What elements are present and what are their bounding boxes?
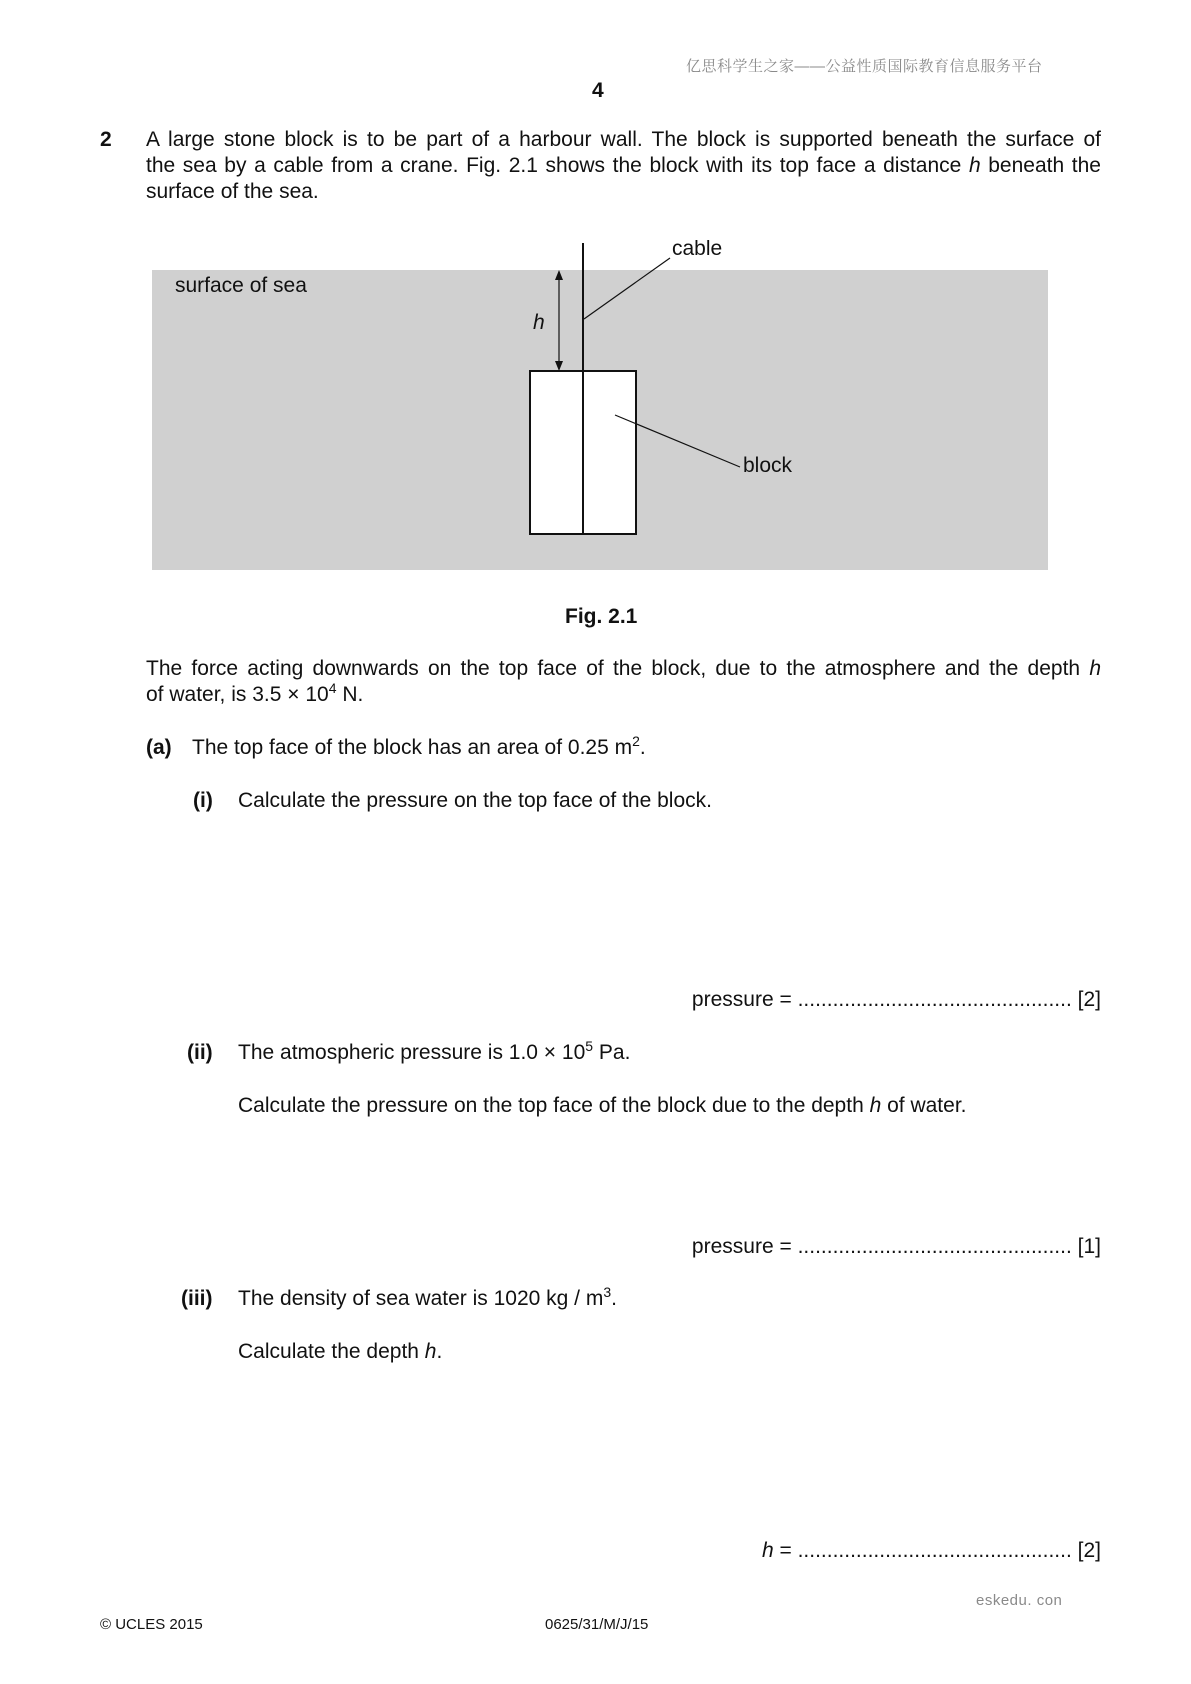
answer-line-i[interactable] [692,987,1101,1013]
figure-2-1 [150,240,1050,570]
answer-line-ii[interactable] [692,1234,1101,1260]
intro-text: beneath the [980,154,1101,177]
part-a-ii-exponent: 5 [585,1038,594,1054]
part-a-text [192,735,646,761]
answer-prefix: pressure = [691,1235,798,1258]
answer-dots[interactable]: ............................................... [797,988,1072,1011]
part-a-ii-h-symbol: h [869,1094,882,1117]
part-a-label: (a) [146,736,172,759]
part-a-iii-text2 [238,1339,442,1365]
footer-copyright: © UCLES 2015 [100,1616,203,1633]
question-intro [146,127,1101,205]
part-a-ii-text2 [238,1093,967,1119]
question-intro-line3: surface of the sea. [146,180,319,203]
marks: [2] [1077,988,1101,1011]
force-h-symbol: h [1089,657,1101,680]
intro-text: the sea by a cable from a crane. Fig. 2.1 shows the block with its top face a distance [146,154,969,177]
h-label: h [533,311,545,334]
question-intro-line2 [146,153,1101,179]
page-number: 4 [592,79,604,102]
part-a-text-main: The top face of the block has an area of 0.25 m [192,736,633,759]
force-statement [146,656,1101,708]
part-a-ii-text-end: of water. [881,1094,967,1117]
watermark-bottom: eskedu. con [976,1592,1063,1609]
answer-line-iii[interactable] [762,1538,1101,1564]
part-a-iii-text-main: Calculate the depth [238,1340,425,1363]
part-a-iii-h-symbol: h [424,1340,437,1363]
force-unit: N. [336,683,364,706]
footer-code: 0625/31/M/J/15 [545,1616,649,1633]
marks: [1] [1077,1235,1101,1258]
intro-h-symbol: h [968,154,981,177]
marks: [2] [1077,1539,1101,1562]
part-a-ii-text1 [238,1040,630,1066]
part-a-iii-text1 [238,1286,617,1312]
force-text: The force acting downwards on the top face of the block, due to the atmosphere and the depth [146,657,1090,680]
part-a-iii-label: (iii) [181,1287,213,1310]
part-a-iii-text-main: The density of sea water is 1020 kg / m [238,1287,604,1310]
force-exponent: 4 [328,680,337,696]
part-a-iii-text-end: . [611,1287,617,1310]
question-intro-line1: A large stone block is to be part of a harbour wall. The block is supported beneath the surface of [146,128,1101,151]
answer-dots[interactable]: ............................................... [797,1539,1072,1562]
part-a-iii-text-end: . [436,1340,443,1363]
part-a-ii-text-main: Calculate the pressure on the top face of the block due to the depth [238,1094,870,1117]
part-a-ii-unit: Pa. [593,1041,631,1064]
watermark-top: 亿思科学生之家——公益性质国际教育信息服务平台 [686,58,1043,75]
block-label: block [743,454,793,477]
answer-dots[interactable]: ............................................... [797,1235,1072,1258]
part-a-i-text: Calculate the pressure on the top face of the block. [238,789,712,812]
question-number: 2 [100,128,112,151]
force-text: of water, is 3.5 × 10 [146,683,329,706]
cable-label: cable [672,240,723,260]
part-a-exponent: 2 [632,733,640,749]
part-a-ii-text-main: The atmospheric pressure is 1.0 × 10 [238,1041,586,1064]
answer-h-symbol: h [761,1539,774,1562]
force-statement-line1 [146,656,1101,682]
part-a-ii-label: (ii) [187,1041,213,1064]
figure-svg [150,240,1050,570]
force-statement-line2 [146,682,1101,708]
answer-prefix: pressure = [691,988,798,1011]
figure-caption: Fig. 2.1 [565,605,638,628]
part-a-text-end: . [639,736,646,759]
part-a-i-label: (i) [193,789,213,812]
surface-of-sea-label: surface of sea [175,274,307,297]
answer-prefix: = [773,1539,798,1562]
part-a-iii-exponent: 3 [603,1284,612,1300]
